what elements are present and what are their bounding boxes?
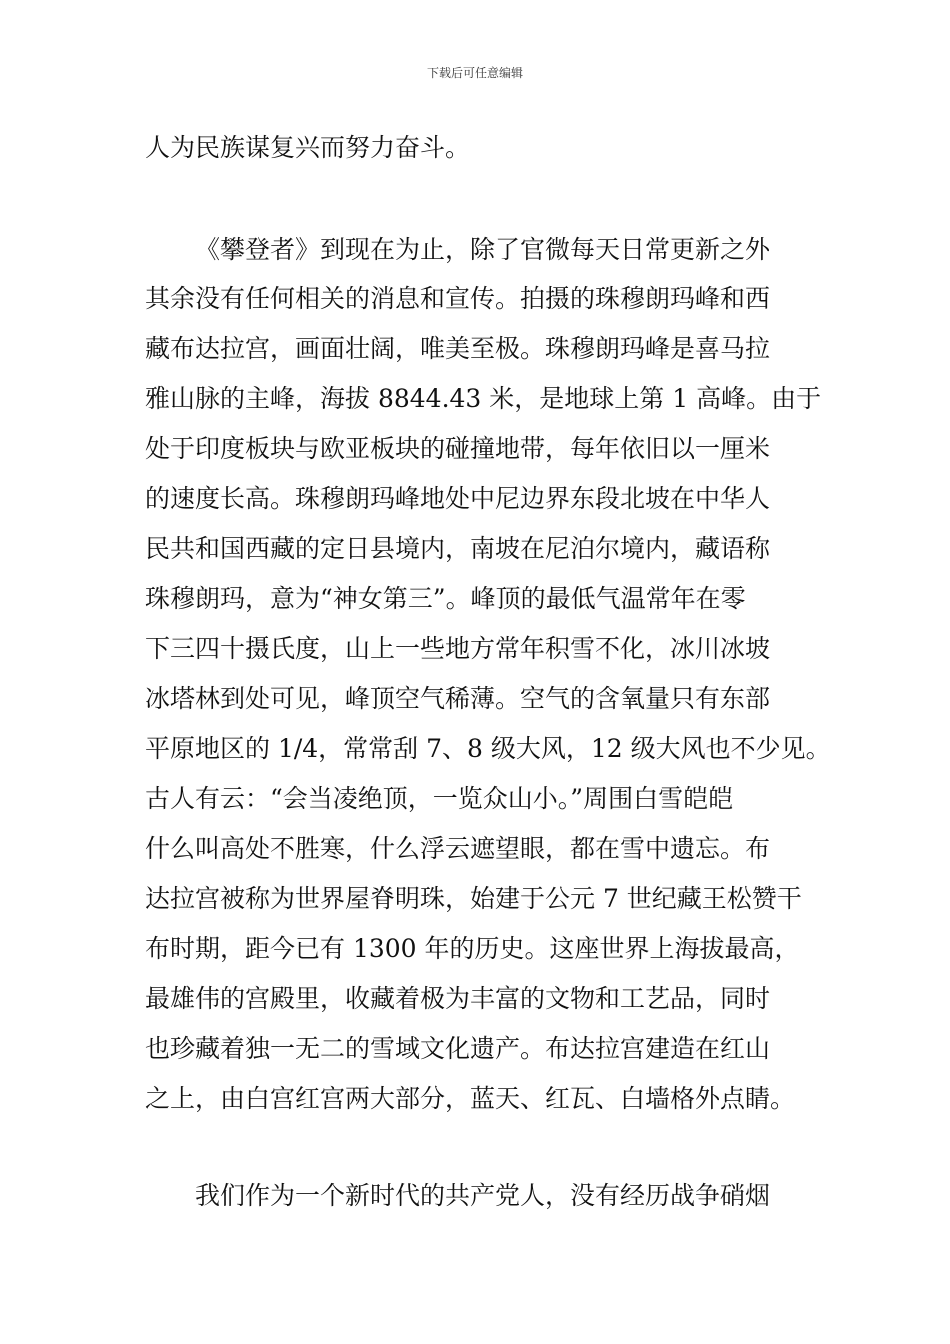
paragraph-2-line-11: 平原地区的 1/4，常常刮 7、8 级大风，12 级大风也不少见。 xyxy=(145,734,831,763)
paragraph-2-line-17: 也珍藏着独一无二的雪域文化遗产。布达拉宫建造在红山 xyxy=(145,1034,771,1063)
paragraph-2-line-4: 雅山脉的主峰，海拔 8844.43 米，是地球上第 1 高峰。由于 xyxy=(145,384,822,413)
paragraph-2-line-7: 民共和国西藏的定日县境内，南坡在尼泊尔境内，藏语称 xyxy=(145,534,771,563)
paragraph-2-line-18: 之上，由白宫红宫两大部分，蓝天、红瓦、白墙格外点睛。 xyxy=(145,1084,796,1113)
paragraph-2-line-1: 《攀登者》到现在为止，除了官微每天日常更新之外 xyxy=(195,235,771,264)
paragraph-2-line-16: 最雄伟的宫殿里，收藏着极为丰富的文物和工艺品，同时 xyxy=(145,984,771,1013)
paragraph-2-line-3: 藏布达拉宫，画面壮阔，唯美至极。珠穆朗玛峰是喜马拉 xyxy=(145,334,771,363)
page-header: 下载后可任意编辑 xyxy=(426,66,523,80)
paragraph-2-line-10: 冰塔林到处可见，峰顶空气稀薄。空气的含氧量只有东部 xyxy=(145,684,771,713)
paragraph-2-line-15: 布时期，距今已有 1300 年的历史。这座世界上海拔最高， xyxy=(145,934,800,963)
paragraph-2-line-8: 珠穆朗玛，意为“神女第三”。峰顶的最低气温常年在零 xyxy=(145,584,746,613)
paragraph-2-line-5: 处于印度板块与欧亚板块的碰撞地带，每年依旧以一厘米 xyxy=(145,434,771,463)
paragraph-2-line-13: 什么叫高处不胜寒，什么浮云遮望眼，都在雪中遗忘。布 xyxy=(145,834,771,863)
paragraph-2-line-6: 的速度长高。珠穆朗玛峰地处中尼边界东段北坡在中华人 xyxy=(145,484,771,513)
paragraph-1-line-1: 人为民族谋复兴而努力奋斗。 xyxy=(145,133,471,162)
paragraph-2-line-9: 下三四十摄氏度，山上一些地方常年积雪不化，冰川冰坡 xyxy=(145,634,771,663)
paragraph-3-line-1: 我们作为一个新时代的共产党人，没有经历战争硝烟 xyxy=(195,1181,771,1210)
paragraph-2-line-2: 其余没有任何相关的消息和宣传。拍摄的珠穆朗玛峰和西 xyxy=(145,284,771,313)
paragraph-2-line-12: 古人有云：“会当凌绝顶，一览众山小。”周围白雪皑皑 xyxy=(145,784,734,813)
paragraph-2-line-14: 达拉宫被称为世界屋脊明珠，始建于公元 7 世纪藏王松赞干 xyxy=(145,884,802,913)
